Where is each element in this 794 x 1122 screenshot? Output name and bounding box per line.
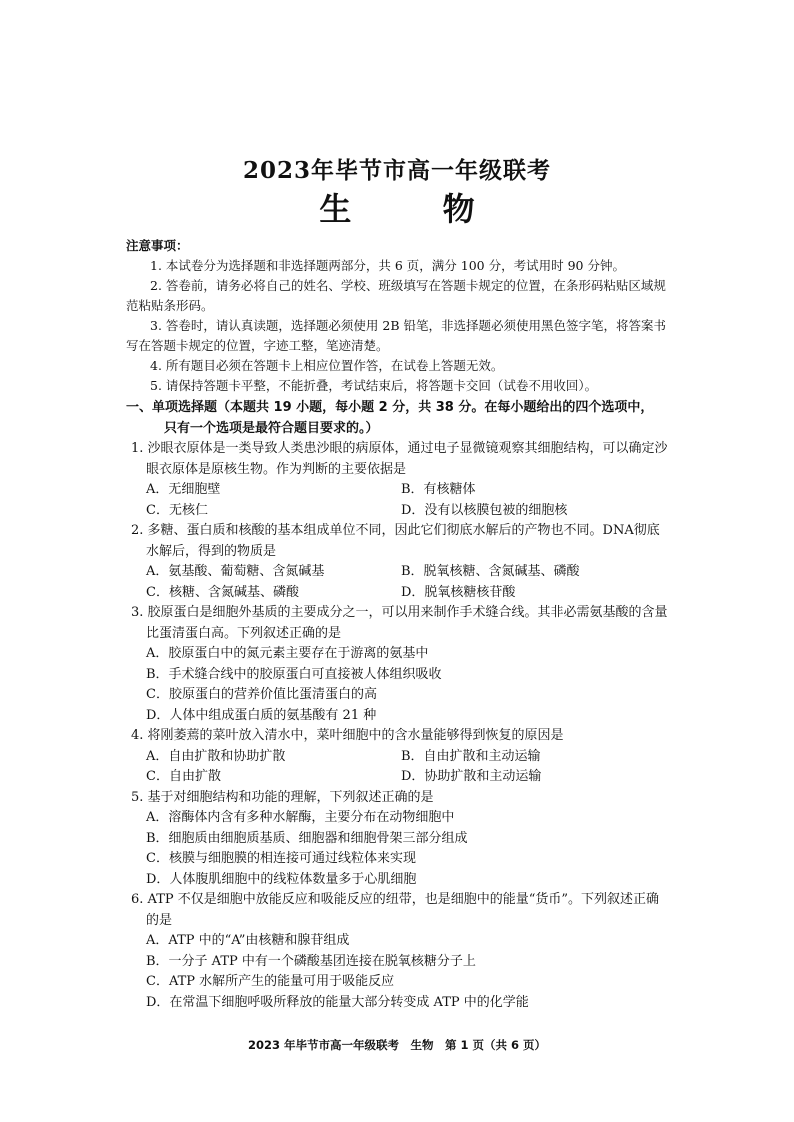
option-a: A．胶原蛋白中的氮元素主要存在于游离的氨基中 <box>146 646 429 661</box>
option-a: A．无细胞壁 <box>146 482 221 497</box>
option-c: C．核膜与细胞膜的相连接可通过线粒体来实现 <box>146 851 416 866</box>
notice-item: 2. 答卷前，请务必将自己的姓名、学校、班级填写在答题卡规定的位置，在条形码粘贴区域规范粘贴条形码。 <box>126 278 666 313</box>
option-d: D．协助扩散和主动运输 <box>401 769 542 784</box>
question-stem: 1. 沙眼衣原体是一类导致人类患沙眼的病原体，通过电子显微镜观察其细胞结构，可以确定沙眼衣原体是原核生物。作为判断的主要依据是 <box>131 441 668 477</box>
question-stem: 2. 多糖、蛋白质和核酸的基本组成单位不同，因此它们彻底水解后的产物也不同。DNA彻底水解后，得到的物质是 <box>131 523 660 559</box>
option-d: D．人体中组成蛋白质的氨基酸有 21 种 <box>146 707 377 723</box>
question-2 <box>126 521 671 603</box>
option-d: D．没有以核膜包被的细胞核 <box>401 502 568 518</box>
section-heading <box>126 398 671 439</box>
exam-title: 2023年毕节市高一年级联考 <box>242 157 551 184</box>
notice-item: 3. 答卷时，请认真读题，选择题必须使用 2B 铅笔，非选择题必须使用黑色签字笔，将答案书写在答题卡规定的位置，字迹工整，笔迹清楚。 <box>126 318 666 353</box>
option-c: C．核糖、含氮碱基、磷酸 <box>146 584 299 600</box>
subject-title: 生 物 <box>319 190 515 228</box>
option-c: C．ATP 水解所产生的能量可用于吸能反应 <box>146 974 395 989</box>
option-a: A．自由扩散和协助扩散 <box>146 748 286 764</box>
notice-item: 4. 所有题目必须在答题卡上相应位置作答，在试卷上答题无效。 <box>150 358 504 373</box>
option-a: A．溶酶体内含有多种水解酶，主要分布在动物细胞中 <box>146 810 455 825</box>
notice-item: 5. 请保持答题卡平整，不能折叠，考试结束后，将答题卡交回（试卷不用收回）。 <box>150 378 598 393</box>
option-b: B．手术缝合线中的胶原蛋白可直接被人体组织吸收 <box>146 666 442 682</box>
option-d: D．脱氧核糖核苷酸 <box>401 584 516 600</box>
question-stem: 4. 将刚萎蔫的菜叶放入清水中，菜叶细胞中的含水量能够得到恢复的原因是 <box>131 728 564 743</box>
question-3 <box>126 603 671 726</box>
option-a: A．氨基酸、葡萄糖、含氮碱基 <box>146 564 325 579</box>
section-heading-line1: 一、单项选择题（本题共 19 小题，每小题 2 分，共 38 分。在每小题给出的四个选项中， <box>126 400 654 415</box>
option-row <box>126 747 671 768</box>
option-b: B．脱氧核糖、含氮碱基、磷酸 <box>401 564 580 579</box>
notice-item: 1. 本试卷分为选择题和非选择题两部分，共 6 页，满分 100 分，考试用时 90 分钟。 <box>150 258 625 273</box>
option-b: B．一分子 ATP 中有一个磷酸基团连接在脱氧核糖分子上 <box>146 953 476 969</box>
notice-heading: 注意事项： <box>126 238 189 253</box>
section-single-choice <box>126 398 671 1013</box>
page-footer: 2023 年毕节市高一年级联考 生物 第 1 页（共 6 页） <box>247 1038 547 1052</box>
option-row <box>126 562 671 583</box>
question-stem: 5. 基于对细胞结构和功能的理解，下列叙述正确的是 <box>131 789 434 805</box>
question-1 <box>126 439 671 521</box>
option-b: B．细胞质由细胞质基质、细胞器和细胞骨架三部分组成 <box>146 830 468 846</box>
section-heading-line2: 只有一个选项是最符合题目要求的。） <box>164 420 379 436</box>
option-row <box>126 767 671 788</box>
question-4 <box>126 726 671 788</box>
option-c: C．胶原蛋白的营养价值比蛋清蛋白的高 <box>146 687 377 702</box>
notice-block <box>126 236 671 396</box>
option-c: C．自由扩散 <box>146 769 221 784</box>
option-b: B．自由扩散和主动运输 <box>401 748 541 764</box>
option-a: A．ATP 中的“A”由核糖和腺苷组成 <box>146 933 350 948</box>
option-row <box>126 501 671 522</box>
option-d: D．在常温下细胞呼吸所释放的能量大部分转变成 ATP 中的化学能 <box>146 994 529 1010</box>
option-c: C．无核仁 <box>146 502 208 518</box>
option-d: D．人体腹肌细胞中的线粒体数量多于心肌细胞 <box>146 871 417 887</box>
question-stem: 3. 胶原蛋白是细胞外基质的主要成分之一，可以用来制作手术缝合线。其非必需氨基酸的含量比蛋清蛋白高。下列叙述正确的是 <box>131 605 668 641</box>
question-stem: 6. ATP 不仅是细胞中放能反应和吸能反应的纽带，也是细胞中的能量“货币”。下列叙述正确的是 <box>131 892 660 928</box>
question-6 <box>126 890 671 1013</box>
option-b: B．有核糖体 <box>401 482 476 497</box>
option-row <box>126 480 671 501</box>
question-5 <box>126 788 671 891</box>
option-row <box>126 583 671 604</box>
